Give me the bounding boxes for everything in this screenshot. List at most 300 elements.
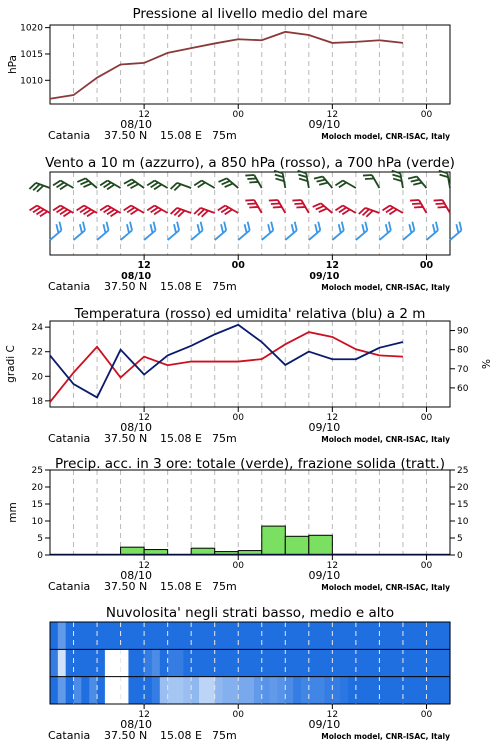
wind-barb-850hpa xyxy=(218,204,238,220)
wind-barb-850hpa xyxy=(382,204,402,220)
barb-staff xyxy=(262,230,273,240)
cloud-cell-basso xyxy=(411,677,419,704)
panel-3-hour-label: 00 xyxy=(420,413,433,423)
wind-barb-850hpa xyxy=(147,204,167,220)
cloud-cell-alto xyxy=(113,622,121,649)
cloud-cell-medio xyxy=(230,649,238,676)
cloud-cell-basso xyxy=(128,677,136,704)
cloud-cell-basso xyxy=(403,677,411,704)
wind-barb-10m xyxy=(233,222,253,240)
cloud-cell-alto xyxy=(136,622,144,649)
panel-4-ytick-label: 0 xyxy=(37,551,43,561)
panel-4-hour-label: 12 xyxy=(326,561,339,571)
panel-3-hour-label: 12 xyxy=(138,413,150,423)
cloud-cell-basso xyxy=(97,677,105,704)
panel-3-title: Temperatura (rosso) ed umidita' relativa (blu) a 2 m xyxy=(74,306,426,322)
panel-4-y2tick-label: 0 xyxy=(457,551,463,561)
cloud-cell-basso xyxy=(317,677,325,704)
wind-barb-850hpa xyxy=(53,204,73,220)
cloud-cell-basso xyxy=(419,677,427,704)
panel-3-y2tick-label: 80 xyxy=(457,345,469,356)
cloud-cell-medio xyxy=(293,649,301,676)
cloud-cell-alto xyxy=(419,622,427,649)
cloud-cell-alto xyxy=(74,622,82,649)
barb-staff xyxy=(215,230,226,240)
cloud-cell-alto xyxy=(379,622,387,649)
panel-3-y2label: % xyxy=(481,359,493,369)
panel-2-footer-lat: 37.50 N xyxy=(104,280,148,293)
cloud-cell-basso xyxy=(277,677,285,704)
barb-staff xyxy=(74,230,85,240)
barb-staff xyxy=(356,230,367,240)
panel-3-footer-credit: Moloch model, CNR-ISAC, Italy xyxy=(321,435,450,444)
panel-3-date-1: 08/10 xyxy=(120,421,152,434)
cloud-cell-alto xyxy=(238,622,246,649)
panel-1-footer-lat: 37.50 N xyxy=(104,129,148,142)
cloud-cell-basso xyxy=(89,677,97,704)
cloud-cell-medio xyxy=(356,649,364,676)
wind-barb-10m xyxy=(45,222,65,240)
cloud-cell-medio xyxy=(168,649,176,676)
panel-4-ytick-label: 15 xyxy=(31,500,43,510)
panel-2-hour-label: 00 xyxy=(231,260,245,271)
cloud-cell-medio xyxy=(97,649,105,676)
panel-4-hour-label: 12 xyxy=(138,561,150,571)
cloud-cell-alto xyxy=(372,622,380,649)
panel-5-date-1: 08/10 xyxy=(120,718,152,731)
cloud-cell-medio xyxy=(434,649,442,676)
cloud-cell-medio xyxy=(121,649,129,676)
panel-frame-1 xyxy=(50,25,450,104)
cloud-cell-alto xyxy=(277,622,285,649)
cloud-cell-alto xyxy=(325,622,333,649)
panel-1-hour-label: 00 xyxy=(232,110,244,120)
barb-staff xyxy=(168,230,179,240)
cloud-cell-medio xyxy=(411,649,419,676)
cloud-cell-alto xyxy=(230,622,238,649)
cloud-cell-alto xyxy=(254,622,262,649)
panel-4-y2tick-label: 25 xyxy=(457,466,469,476)
panel-5-footer-elev: 75m xyxy=(212,729,237,742)
cloud-cell-medio xyxy=(144,649,152,676)
panel-frame-4 xyxy=(50,470,450,555)
cloud-cell-medio xyxy=(136,649,144,676)
cloud-cell-alto xyxy=(285,622,293,649)
cloud-cell-alto xyxy=(81,622,89,649)
cloud-cell-alto xyxy=(215,622,223,649)
cloud-cell-alto xyxy=(340,622,348,649)
cloud-cell-basso xyxy=(270,677,278,704)
panel-4-ytick-label: 20 xyxy=(31,483,43,493)
cloud-cell-alto xyxy=(426,622,434,649)
panel-4-ytick-label: 10 xyxy=(31,517,43,527)
panel-3-footer-lon: 15.08 E xyxy=(160,432,202,445)
cloud-cell-basso xyxy=(183,677,191,704)
cloud-cell-alto xyxy=(175,622,183,649)
cloud-cell-alto xyxy=(411,622,419,649)
panel-4-y2tick-label: 15 xyxy=(457,500,469,510)
cloud-cell-medio xyxy=(254,649,262,676)
cloud-cell-medio xyxy=(223,649,231,676)
cloud-cell-medio xyxy=(74,649,82,676)
panel-5-hour-label: 12 xyxy=(138,710,150,720)
cloud-cell-alto xyxy=(301,622,309,649)
wind-barb-850hpa xyxy=(30,204,50,220)
cloud-cell-medio xyxy=(58,649,66,676)
cloud-cell-basso xyxy=(238,677,246,704)
panel-4-y2tick-label: 20 xyxy=(457,483,469,493)
panel-1-footer-lon: 15.08 E xyxy=(160,129,202,142)
cloud-cell-medio xyxy=(50,649,58,676)
wind-barb-850hpa xyxy=(359,207,380,221)
panel-3-footer-location: Catania xyxy=(48,432,91,445)
cloud-cell-basso xyxy=(434,677,442,704)
wind-barb-700hpa xyxy=(408,173,426,193)
cloud-cell-basso xyxy=(364,677,372,704)
wind-barb-850hpa xyxy=(292,197,308,217)
panel-3-footer-elev: 75m xyxy=(212,432,237,445)
cloud-cell-alto xyxy=(168,622,176,649)
panel-3-ytick-label: 22 xyxy=(31,347,43,358)
precip-bar xyxy=(262,526,286,555)
cloud-cell-medio xyxy=(152,649,160,676)
cloud-cell-alto xyxy=(364,622,372,649)
panel-2-hour-label: 00 xyxy=(419,260,434,271)
cloud-cell-basso xyxy=(285,677,293,704)
wind-barb-10m xyxy=(327,222,347,240)
precip-bar xyxy=(285,536,309,555)
panel-2-footer-lon: 15.08 E xyxy=(160,280,202,293)
cloud-cell-basso xyxy=(293,677,301,704)
wind-barb-850hpa xyxy=(100,204,120,220)
cloud-cell-alto xyxy=(332,622,340,649)
cloud-cell-basso xyxy=(136,677,144,704)
panel-3-footer-lat: 37.50 N xyxy=(104,432,148,445)
cloud-cell-basso xyxy=(309,677,317,704)
wind-barb-10m xyxy=(304,222,324,240)
cloud-cell-basso xyxy=(215,677,223,704)
cloud-cell-basso xyxy=(387,677,395,704)
panel-4-date-1: 08/10 xyxy=(120,569,152,582)
panel-5-title: Nuvolosita' negli strati basso, medio e alto xyxy=(105,605,395,621)
panel-1-title: Pressione al livello medio del mare xyxy=(132,6,368,22)
panel-3-date-2: 09/10 xyxy=(308,421,341,434)
wind-barb-850hpa xyxy=(269,197,285,217)
panel-5-footer-lat: 37.50 N xyxy=(104,729,148,742)
wind-barb-10m xyxy=(210,222,230,240)
panel-2-date-1: 08/10 xyxy=(121,271,152,282)
wind-barb-10m xyxy=(280,222,300,240)
wind-barb-700hpa xyxy=(124,177,144,194)
panel-4-title: Precip. acc. in 3 ore: totale (verde), frazione solida (tratt.) xyxy=(55,456,445,472)
cloud-cell-alto xyxy=(199,622,207,649)
cloud-cell-alto xyxy=(403,622,411,649)
wind-barb-700hpa xyxy=(77,176,97,194)
panel-1-date-2: 09/10 xyxy=(308,118,341,131)
barb-staff xyxy=(191,230,202,240)
cloud-cell-alto xyxy=(223,622,231,649)
panel-2-hour-label: 12 xyxy=(137,260,151,271)
cloud-cell-medio xyxy=(105,649,113,676)
cloud-cell-medio xyxy=(395,649,403,676)
cloud-cell-basso xyxy=(66,677,74,704)
cloud-cell-basso xyxy=(191,677,199,704)
cloud-cell-medio xyxy=(262,649,270,676)
cloud-cell-medio xyxy=(246,649,254,676)
panel-3-ylabel: gradi C xyxy=(5,345,17,383)
panel-4-footer-credit: Moloch model, CNR-ISAC, Italy xyxy=(321,583,450,592)
wind-barb-10m xyxy=(445,222,465,240)
cloud-cell-medio xyxy=(66,649,74,676)
cloud-cell-medio xyxy=(317,649,325,676)
wind-barb-10m xyxy=(374,222,394,240)
cloud-cell-medio xyxy=(183,649,191,676)
cloud-cell-basso xyxy=(199,677,207,704)
cloud-cell-basso xyxy=(426,677,434,704)
cloud-cell-basso xyxy=(230,677,238,704)
barb-staff xyxy=(426,230,437,240)
cloud-cell-medio xyxy=(238,649,246,676)
cloud-cell-alto xyxy=(317,622,325,649)
barb-staff xyxy=(50,230,61,240)
panel-5-hour-label: 12 xyxy=(326,710,339,720)
panel-5-footer-location: Catania xyxy=(48,729,91,742)
cloud-cell-basso xyxy=(340,677,348,704)
cloud-cell-medio xyxy=(113,649,121,676)
panel-5-date-2: 09/10 xyxy=(308,718,341,731)
wind-barb-10m xyxy=(92,222,112,240)
cloud-cell-basso xyxy=(301,677,309,704)
panel-4-footer-location: Catania xyxy=(48,580,91,593)
panel-1-footer-credit: Moloch model, CNR-ISAC, Italy xyxy=(321,132,450,141)
panel-2-footer-location: Catania xyxy=(48,280,91,293)
temperature-line xyxy=(50,332,403,402)
cloud-cell-alto xyxy=(387,622,395,649)
pressure-line xyxy=(50,32,403,99)
cloud-cell-medio xyxy=(309,649,317,676)
barb-staff xyxy=(379,230,390,240)
wind-barb-700hpa xyxy=(53,179,73,195)
wind-barb-850hpa xyxy=(410,197,426,217)
cloud-cell-medio xyxy=(379,649,387,676)
cloud-cell-basso xyxy=(113,677,121,704)
panel-2-date-2: 09/10 xyxy=(309,271,340,282)
panel-1-hour-label: 12 xyxy=(326,110,339,120)
wind-barb-700hpa xyxy=(314,173,332,193)
panel-3-ytick-label: 20 xyxy=(31,372,43,383)
panel-1-ytick-label: 1010 xyxy=(20,76,43,87)
wind-barb-700hpa xyxy=(245,172,261,192)
wind-barb-700hpa xyxy=(219,176,239,194)
panel-3-ytick-label: 18 xyxy=(31,396,43,407)
panel-2-footer-elev: 75m xyxy=(212,280,237,293)
wind-barb-850hpa xyxy=(171,207,192,221)
panel-4-footer-elev: 75m xyxy=(212,580,237,593)
cloud-cell-alto xyxy=(128,622,136,649)
cloud-cell-medio xyxy=(372,649,380,676)
barb-staff xyxy=(144,230,155,240)
barb-staff xyxy=(97,230,108,240)
wind-barb-850hpa xyxy=(313,201,333,219)
cloud-cell-medio xyxy=(442,649,450,676)
wind-barb-10m xyxy=(351,222,371,240)
cloud-cell-alto xyxy=(207,622,215,649)
cloud-cell-alto xyxy=(442,622,450,649)
panel-1-hour-label: 12 xyxy=(138,110,150,120)
cloud-cell-basso xyxy=(207,677,215,704)
panel-4-footer-lon: 15.08 E xyxy=(160,580,202,593)
panel-5-footer-credit: Moloch model, CNR-ISAC, Italy xyxy=(321,732,450,741)
panel-4-ylabel: mm xyxy=(7,502,19,523)
wind-barb-850hpa xyxy=(77,204,97,220)
cloud-cell-alto xyxy=(434,622,442,649)
cloud-cell-medio xyxy=(128,649,136,676)
cloud-cell-medio xyxy=(199,649,207,676)
cloud-cell-alto xyxy=(97,622,105,649)
barb-staff xyxy=(121,230,132,240)
cloud-cell-medio xyxy=(301,649,309,676)
panel-4-y2tick-label: 5 xyxy=(457,534,463,544)
cloud-cell-medio xyxy=(81,649,89,676)
wind-barb-10m xyxy=(68,222,88,240)
cloud-cell-basso xyxy=(175,677,183,704)
cloud-cell-medio xyxy=(426,649,434,676)
cloud-cell-alto xyxy=(144,622,152,649)
cloud-cell-basso xyxy=(105,677,113,704)
cloud-cell-medio xyxy=(191,649,199,676)
cloud-cell-basso xyxy=(121,677,129,704)
cloud-cell-medio xyxy=(207,649,215,676)
cloud-cell-medio xyxy=(89,649,97,676)
barb-staff xyxy=(309,230,320,240)
wind-barb-10m xyxy=(421,222,441,240)
barb-staff xyxy=(285,230,296,240)
cloud-cell-basso xyxy=(348,677,356,704)
cloud-cell-alto xyxy=(246,622,254,649)
panel-1-ytick-label: 1020 xyxy=(20,23,43,34)
panel-1-ytick-label: 1015 xyxy=(20,49,43,60)
panel-3-y2tick-label: 70 xyxy=(457,364,469,375)
cloud-cell-basso xyxy=(58,677,66,704)
cloud-cell-medio xyxy=(340,649,348,676)
wind-barb-10m xyxy=(186,222,206,240)
cloud-cell-alto xyxy=(50,622,58,649)
panel-4-hour-label: 00 xyxy=(232,561,244,571)
cloud-cell-basso xyxy=(254,677,262,704)
barb-staff xyxy=(332,230,343,240)
cloud-cell-alto xyxy=(121,622,129,649)
cloud-cell-basso xyxy=(372,677,380,704)
cloud-cell-basso xyxy=(144,677,152,704)
cloud-cell-basso xyxy=(74,677,82,704)
cloud-cell-basso xyxy=(152,677,160,704)
cloud-cell-alto xyxy=(309,622,317,649)
cloud-cell-medio xyxy=(277,649,285,676)
cloud-cell-basso xyxy=(223,677,231,704)
barb-staff xyxy=(238,230,249,240)
cloud-cell-medio xyxy=(332,649,340,676)
cloud-cell-alto xyxy=(105,622,113,649)
panel-1-date-1: 08/10 xyxy=(120,118,152,131)
wind-barb-700hpa xyxy=(363,172,379,192)
panel-4-date-2: 09/10 xyxy=(308,569,341,582)
cloud-cell-basso xyxy=(246,677,254,704)
wind-barb-10m xyxy=(115,222,135,240)
barb-staff xyxy=(403,230,414,240)
wind-barb-700hpa xyxy=(29,182,50,196)
cloud-cell-basso xyxy=(332,677,340,704)
panel-4-ytick-label: 25 xyxy=(31,466,43,476)
cloud-cell-alto xyxy=(395,622,403,649)
cloud-cell-alto xyxy=(89,622,97,649)
cloud-cell-basso xyxy=(356,677,364,704)
wind-barb-850hpa xyxy=(194,207,215,221)
panel-4-y2tick-label: 10 xyxy=(457,517,469,527)
cloud-cell-medio xyxy=(419,649,427,676)
cloud-cell-alto xyxy=(191,622,199,649)
cloud-cell-medio xyxy=(160,649,168,676)
wind-barb-700hpa xyxy=(171,182,192,196)
cloud-cell-alto xyxy=(58,622,66,649)
cloud-cell-basso xyxy=(168,677,176,704)
panel-2-hour-label: 12 xyxy=(325,260,339,271)
cloud-cell-basso xyxy=(325,677,333,704)
barb-staff xyxy=(372,175,380,188)
cloud-cell-alto xyxy=(270,622,278,649)
panel-1-ylabel: hPa xyxy=(7,55,19,74)
panel-3-hour-label: 00 xyxy=(232,413,244,423)
cloud-cell-alto xyxy=(183,622,191,649)
cloud-cell-alto xyxy=(293,622,301,649)
cloud-cell-basso xyxy=(81,677,89,704)
wind-barb-10m xyxy=(398,222,418,240)
cloud-cell-alto xyxy=(66,622,74,649)
cloud-cell-basso xyxy=(379,677,387,704)
cloud-cell-alto xyxy=(160,622,168,649)
panel-3-y2tick-label: 90 xyxy=(457,326,469,337)
cloud-cell-medio xyxy=(325,649,333,676)
wind-barb-700hpa xyxy=(147,179,167,195)
panel-5-footer-lon: 15.08 E xyxy=(160,729,202,742)
wind-barb-700hpa xyxy=(194,179,214,195)
panel-3-ytick-label: 24 xyxy=(31,323,43,334)
cloud-cell-medio xyxy=(175,649,183,676)
cloud-cell-medio xyxy=(270,649,278,676)
panel-5-hour-label: 00 xyxy=(420,710,433,720)
cloud-cell-basso xyxy=(160,677,168,704)
panel-3-y2tick-label: 60 xyxy=(457,383,469,394)
cloud-cell-basso xyxy=(395,677,403,704)
panel-4-hour-label: 00 xyxy=(420,561,433,571)
panel-3-hour-label: 12 xyxy=(326,413,339,423)
cloud-cell-medio xyxy=(215,649,223,676)
wind-barb-10m xyxy=(163,222,183,240)
wind-barb-700hpa xyxy=(335,179,355,195)
cloud-cell-medio xyxy=(285,649,293,676)
cloud-cell-medio xyxy=(348,649,356,676)
cloud-cell-alto xyxy=(152,622,160,649)
cloud-cell-alto xyxy=(348,622,356,649)
panel-5-hour-label: 00 xyxy=(232,710,244,720)
wind-barb-700hpa xyxy=(100,179,120,195)
wind-barb-850hpa xyxy=(124,204,144,220)
cloud-cell-alto xyxy=(356,622,364,649)
wind-barb-10m xyxy=(257,222,277,240)
cloud-cell-alto xyxy=(262,622,270,649)
panel-4-footer-lat: 37.50 N xyxy=(104,580,148,593)
cloud-cell-basso xyxy=(262,677,270,704)
wind-barb-850hpa xyxy=(335,204,355,220)
